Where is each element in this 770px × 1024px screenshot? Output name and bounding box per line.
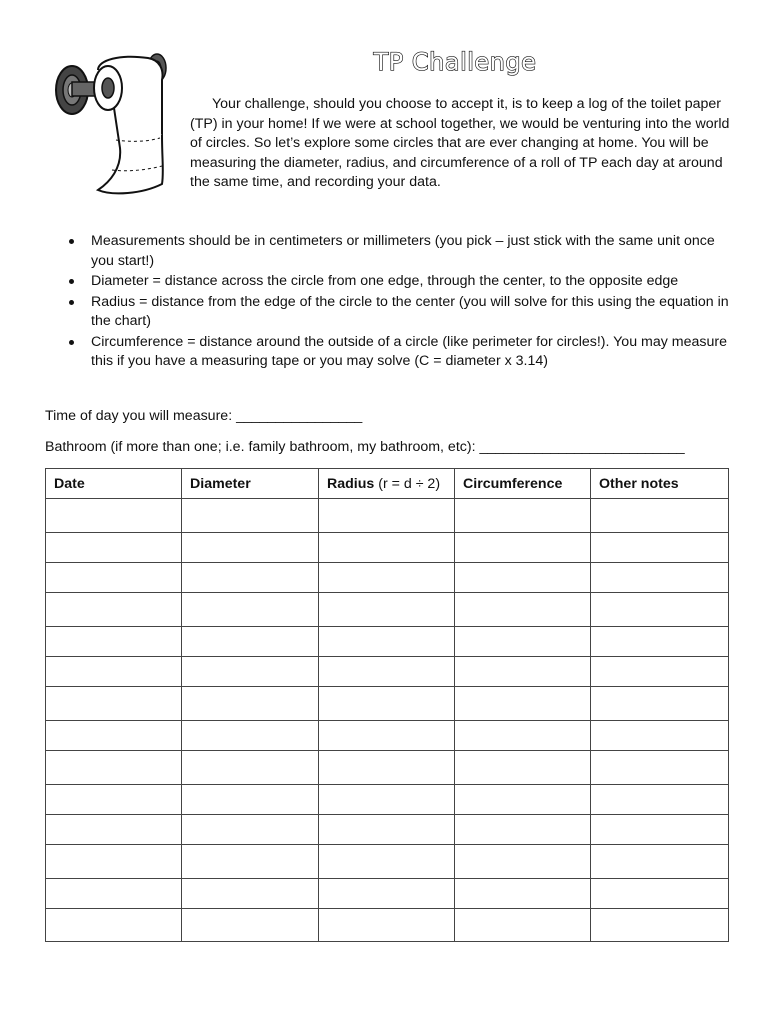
page-title: TP Challenge bbox=[373, 48, 537, 76]
cell-radius[interactable] bbox=[319, 563, 455, 593]
cell-radius[interactable] bbox=[319, 909, 455, 942]
cell-circumference[interactable] bbox=[455, 721, 591, 751]
table-row bbox=[46, 879, 729, 909]
table-row bbox=[46, 687, 729, 721]
measurement-log-table bbox=[45, 468, 729, 942]
cell-circumference[interactable] bbox=[455, 785, 591, 815]
time-of-day-field[interactable]: Time of day you will measure: ________________ bbox=[45, 408, 363, 424]
table-row bbox=[46, 499, 729, 533]
cell-date[interactable] bbox=[46, 815, 182, 845]
instructions-list bbox=[45, 232, 735, 373]
header-notes: Other notes bbox=[591, 469, 729, 499]
cell-diameter[interactable] bbox=[182, 657, 319, 687]
cell-circumference[interactable] bbox=[455, 845, 591, 879]
cell-circumference[interactable] bbox=[455, 657, 591, 687]
table-row bbox=[46, 909, 729, 942]
table-row bbox=[46, 721, 729, 751]
cell-radius[interactable] bbox=[319, 687, 455, 721]
cell-radius[interactable] bbox=[319, 627, 455, 657]
intro-text: Your challenge, should you choose to accept it, is to keep a log of the toilet paper (TP) in your home! If we were at school together, we would be venturing into the world of circles. So let’s explore some circles that are ever changing at home. You will be measuring the diameter, radius, and circumference of a roll of TP each day at around the same time, and recording your data. bbox=[190, 96, 730, 190]
cell-radius[interactable] bbox=[319, 785, 455, 815]
list-item: Diameter = distance across the circle from one edge, through the center, to the opposite edge bbox=[45, 272, 735, 292]
cell-circumference[interactable] bbox=[455, 751, 591, 785]
cell-notes[interactable] bbox=[591, 815, 729, 845]
cell-date[interactable] bbox=[46, 721, 182, 751]
table-row bbox=[46, 563, 729, 593]
cell-radius[interactable] bbox=[319, 721, 455, 751]
cell-radius[interactable] bbox=[319, 499, 455, 533]
cell-notes[interactable] bbox=[591, 533, 729, 563]
cell-date[interactable] bbox=[46, 499, 182, 533]
cell-radius[interactable] bbox=[319, 845, 455, 879]
header-radius bbox=[319, 469, 455, 499]
cell-date[interactable] bbox=[46, 563, 182, 593]
header-radius-formula: (r = d ÷ 2) bbox=[374, 475, 441, 492]
cell-date[interactable] bbox=[46, 593, 182, 627]
cell-date[interactable] bbox=[46, 879, 182, 909]
table-row bbox=[46, 785, 729, 815]
cell-diameter[interactable] bbox=[182, 751, 319, 785]
cell-notes[interactable] bbox=[591, 721, 729, 751]
cell-radius[interactable] bbox=[319, 815, 455, 845]
cell-date[interactable] bbox=[46, 909, 182, 942]
cell-diameter[interactable] bbox=[182, 815, 319, 845]
table-row bbox=[46, 815, 729, 845]
cell-diameter[interactable] bbox=[182, 563, 319, 593]
table-row bbox=[46, 657, 729, 687]
cell-notes[interactable] bbox=[591, 499, 729, 533]
cell-date[interactable] bbox=[46, 657, 182, 687]
cell-diameter[interactable] bbox=[182, 499, 319, 533]
cell-notes[interactable] bbox=[591, 785, 729, 815]
cell-diameter[interactable] bbox=[182, 533, 319, 563]
header-diameter: Diameter bbox=[182, 469, 319, 499]
cell-diameter[interactable] bbox=[182, 909, 319, 942]
cell-notes[interactable] bbox=[591, 909, 729, 942]
cell-radius[interactable] bbox=[319, 533, 455, 563]
table-row bbox=[46, 627, 729, 657]
cell-date[interactable] bbox=[46, 845, 182, 879]
header-circumference: Circumference bbox=[455, 469, 591, 499]
cell-diameter[interactable] bbox=[182, 687, 319, 721]
list-item: Measurements should be in centimeters or millimeters (you pick – just stick with the same unit once you start!) bbox=[45, 232, 735, 271]
toilet-paper-icon bbox=[50, 50, 175, 200]
table-header-row bbox=[46, 469, 729, 499]
cell-circumference[interactable] bbox=[455, 563, 591, 593]
cell-date[interactable] bbox=[46, 751, 182, 785]
table-row bbox=[46, 845, 729, 879]
table-row bbox=[46, 533, 729, 563]
cell-notes[interactable] bbox=[591, 845, 729, 879]
cell-notes[interactable] bbox=[591, 687, 729, 721]
cell-notes[interactable] bbox=[591, 563, 729, 593]
table-row bbox=[46, 593, 729, 627]
cell-circumference[interactable] bbox=[455, 499, 591, 533]
cell-radius[interactable] bbox=[319, 657, 455, 687]
cell-notes[interactable] bbox=[591, 593, 729, 627]
list-item: Radius = distance from the edge of the circle to the center (you will solve for this using the equation in the chart) bbox=[45, 293, 735, 332]
cell-radius[interactable] bbox=[319, 593, 455, 627]
cell-date[interactable] bbox=[46, 627, 182, 657]
header-date: Date bbox=[46, 469, 182, 499]
cell-circumference[interactable] bbox=[455, 593, 591, 627]
cell-notes[interactable] bbox=[591, 627, 729, 657]
cell-circumference[interactable] bbox=[455, 815, 591, 845]
cell-diameter[interactable] bbox=[182, 785, 319, 815]
cell-diameter[interactable] bbox=[182, 721, 319, 751]
cell-circumference[interactable] bbox=[455, 879, 591, 909]
list-item: Circumference = distance around the outside of a circle (like perimeter for circles!). You may measure this if you have a measuring tape or you may solve (C = diameter x 3.14) bbox=[45, 333, 735, 372]
bathroom-field[interactable]: Bathroom (if more than one; i.e. family bathroom, my bathroom, etc): __________________________ bbox=[45, 439, 685, 455]
cell-date[interactable] bbox=[46, 687, 182, 721]
cell-circumference[interactable] bbox=[455, 627, 591, 657]
table-row bbox=[46, 751, 729, 785]
cell-date[interactable] bbox=[46, 533, 182, 563]
cell-notes[interactable] bbox=[591, 657, 729, 687]
cell-radius[interactable] bbox=[319, 879, 455, 909]
cell-diameter[interactable] bbox=[182, 845, 319, 879]
cell-notes[interactable] bbox=[591, 879, 729, 909]
cell-notes[interactable] bbox=[591, 751, 729, 785]
cell-diameter[interactable] bbox=[182, 879, 319, 909]
cell-radius[interactable] bbox=[319, 751, 455, 785]
cell-circumference[interactable] bbox=[455, 687, 591, 721]
cell-diameter[interactable] bbox=[182, 593, 319, 627]
header-radius-label: Radius bbox=[327, 475, 375, 492]
table-body bbox=[46, 499, 729, 942]
cell-date[interactable] bbox=[46, 785, 182, 815]
cell-diameter[interactable] bbox=[182, 627, 319, 657]
cell-circumference[interactable] bbox=[455, 533, 591, 563]
intro-paragraph bbox=[190, 95, 735, 193]
cell-circumference[interactable] bbox=[455, 909, 591, 942]
